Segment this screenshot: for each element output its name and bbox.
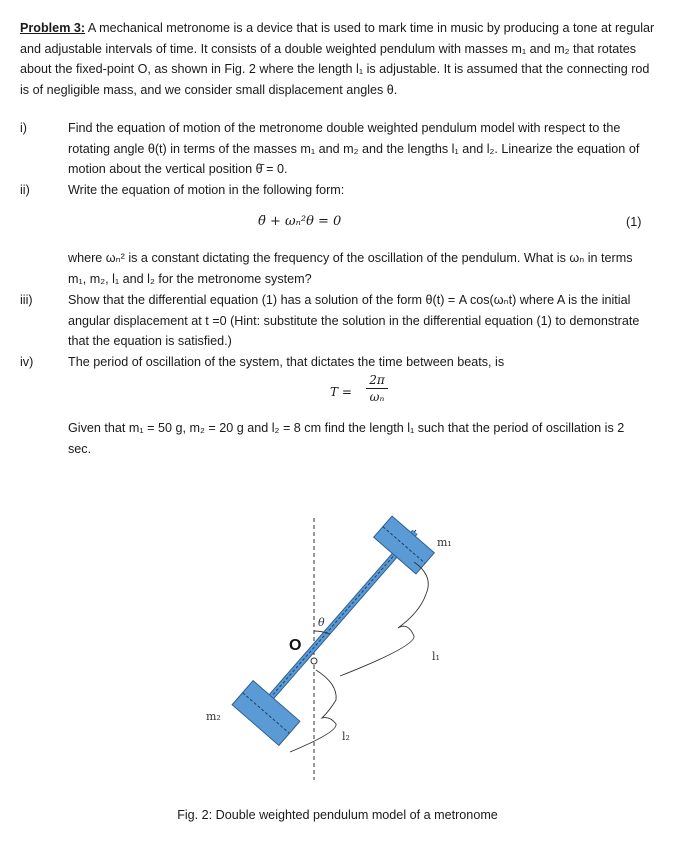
pendulum-rod: [257, 530, 416, 713]
item-text: Write the equation of motion in the following form:: [68, 183, 345, 197]
pivot-label: O: [289, 637, 302, 654]
item-text: Find the equation of motion of the metronome double weighted pendulum model with respect to the rotating angle θ(t) in terms of the masses m₁ and m₂ and the lengths l₁ and l₂. Linearize the equation of motion about the vertical position θ̄ = 0.: [68, 121, 640, 177]
problem-intro-text: A mechanical metronome is a device that is used to mark time in music by producing a tone at regular and adjustable intervals of time. It consists of a double weighted pendulum with masses m₁ and m₂ that rotates about the fixed-point O, as shown in Fig. 2 where the length l₁ is adjustable. It is assumed that the connecting rod is of negligible mass, and we consider small displacement angles θ.: [20, 21, 655, 97]
item-text: The period of oscillation of the system, that dictates the time between beats, is: [68, 355, 505, 369]
period-numerator: 2π: [369, 373, 385, 387]
where-text: where ωₙ² is a constant dictating the frequency of the oscillation of the pendulum. What is ωₙ in terms m₁, m₂, l₁ and l₂ for the metronome system?: [68, 251, 633, 286]
m1-label: m₁: [437, 536, 452, 549]
period-denominator: ωₙ: [369, 390, 385, 404]
problem-title: Problem 3:: [20, 21, 86, 35]
period-fraction: [362, 372, 392, 405]
equation-1-expression: θ̈ + ωₙ²θ = 0: [258, 214, 342, 229]
item-number: iv): [20, 355, 34, 369]
l1-label: l₁: [432, 650, 440, 663]
item-text: Show that the differential equation (1) has a solution of the form θ(t) = A cos(ωₙt) where A is the initial angular displacement at t =0 (Hint: substitute the solution in the differential equation (1) to demonstrate that the equation is satisfied.): [68, 293, 640, 349]
item-number: ii): [20, 183, 30, 197]
l1-brace: [340, 562, 428, 676]
item-number: i): [20, 121, 27, 135]
mass-m2: [232, 681, 300, 746]
figure-caption: Fig. 2: Double weighted pendulum model of a metronome: [177, 808, 498, 822]
given-text: Given that m₁ = 50 g, m₂ = 20 g and l₂ = 8 cm find the length l₁ such that the period of oscillation is 2 sec.: [68, 421, 625, 456]
theta-label: θ: [318, 616, 325, 629]
period-lhs: T =: [330, 385, 352, 399]
equation-1-number: (1): [626, 215, 642, 229]
pivot-point: [311, 658, 317, 664]
l2-brace: [290, 670, 336, 752]
equation-1: [0, 212, 675, 234]
problem-intro: [20, 18, 660, 100]
metronome-figure: [190, 510, 490, 785]
m2-label: m₂: [206, 710, 221, 723]
item-number: iii): [20, 293, 33, 307]
l2-label: l₂: [342, 730, 350, 743]
